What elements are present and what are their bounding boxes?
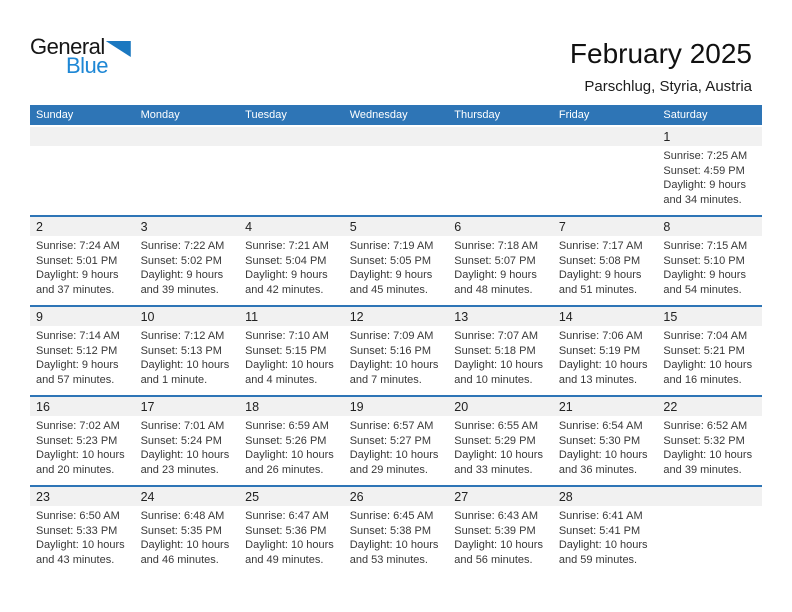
day-number-7: 7: [558, 219, 566, 234]
day-info-line: Daylight: 9 hours: [454, 269, 537, 281]
day-number-17: 17: [140, 399, 155, 414]
day-cell-10: [135, 326, 240, 387]
week-row: [30, 305, 762, 395]
day-cell-19: [344, 416, 449, 477]
day-info-line: Sunrise: 7:04 AM: [663, 330, 748, 342]
day-info-line: Daylight: 10 hours: [245, 539, 334, 551]
day-info-line: Daylight: 10 hours: [36, 539, 125, 551]
day-info-line: Sunrise: 7:18 AM: [454, 240, 539, 252]
day-cells-row: [30, 236, 762, 297]
day-info-line: Sunset: 5:35 PM: [140, 524, 222, 537]
day-number-band: [30, 487, 762, 506]
day-info-line: Sunrise: 7:09 AM: [349, 330, 434, 342]
day-info-line: Sunset: 5:30 PM: [558, 434, 641, 447]
day-info-line: Sunrise: 6:41 AM: [558, 510, 643, 522]
day-info-line: Daylight: 10 hours: [349, 359, 439, 371]
day-info-line: and 56 minutes.: [454, 553, 533, 566]
day-info-line: Sunrise: 7:01 AM: [140, 420, 225, 432]
day-info-line: and 42 minutes.: [245, 283, 324, 296]
week-row: [30, 215, 762, 305]
day-info-line: Daylight: 10 hours: [558, 359, 648, 371]
day-number-5: 5: [349, 219, 357, 234]
day-cell-13: [448, 326, 553, 387]
day-info-line: and 4 minutes.: [245, 373, 318, 386]
day-info-line: Sunset: 4:59 PM: [663, 164, 745, 177]
day-info-line: Sunrise: 7:25 AM: [663, 150, 748, 162]
day-info-line: Sunset: 5:16 PM: [349, 344, 432, 357]
day-cell-empty: [448, 146, 553, 207]
day-cell-12: [344, 326, 449, 387]
day-info-line: Sunrise: 7:17 AM: [558, 240, 643, 252]
day-cell-11: [239, 326, 344, 387]
day-cell-26: [344, 506, 449, 567]
day-cell-empty: [344, 146, 449, 207]
day-info-line: Sunset: 5:23 PM: [36, 434, 118, 447]
day-cell-7: [553, 236, 658, 297]
title-block: [570, 38, 752, 95]
day-info-line: and 59 minutes.: [558, 553, 638, 566]
day-info-line: and 49 minutes.: [245, 553, 324, 566]
day-info-line: Daylight: 10 hours: [349, 449, 439, 461]
day-number-2: 2: [36, 219, 43, 234]
day-cells-row: [30, 506, 762, 567]
day-cell-25: [239, 506, 344, 567]
day-number-1: 1: [663, 129, 671, 144]
day-info-line: Daylight: 9 hours: [663, 179, 746, 191]
page-subtitle: Parschlug, Styria, Austria: [584, 78, 752, 95]
day-info-line: Daylight: 9 hours: [349, 269, 433, 281]
day-cell-24: [135, 506, 240, 567]
day-info-line: Daylight: 10 hours: [140, 539, 230, 551]
calendar-weeks: [30, 125, 762, 575]
day-info-line: Daylight: 9 hours: [558, 269, 642, 281]
day-cell-2: [30, 236, 135, 297]
weekday-header-tuesday: Tuesday: [245, 109, 287, 121]
day-info-line: Sunset: 5:36 PM: [245, 524, 327, 537]
day-cell-6: [448, 236, 553, 297]
day-number-16: 16: [36, 399, 50, 414]
day-info-line: Daylight: 9 hours: [36, 359, 119, 371]
day-number-23: 23: [36, 489, 50, 504]
day-number-25: 25: [245, 489, 260, 504]
day-info-line: and 36 minutes.: [558, 463, 638, 476]
day-cell-empty: [30, 146, 135, 207]
day-cell-15: [657, 326, 762, 387]
day-cell-5: [344, 236, 449, 297]
day-number-22: 22: [663, 399, 678, 414]
day-number-20: 20: [454, 399, 469, 414]
day-info-line: Sunset: 5:41 PM: [558, 524, 641, 537]
day-number-13: 13: [454, 309, 469, 324]
day-info-line: Daylight: 10 hours: [349, 539, 439, 551]
day-info-line: Daylight: 10 hours: [140, 359, 230, 371]
day-info-line: Daylight: 9 hours: [140, 269, 224, 281]
day-info-line: and 23 minutes.: [140, 463, 219, 476]
day-info-line: Sunset: 5:15 PM: [245, 344, 327, 357]
day-info-line: Sunrise: 6:45 AM: [349, 510, 434, 522]
day-info-line: Sunset: 5:02 PM: [140, 254, 222, 267]
day-info-line: Daylight: 10 hours: [558, 449, 648, 461]
day-info-line: Daylight: 9 hours: [663, 269, 746, 281]
weekday-header-saturday: Saturday: [663, 109, 708, 121]
day-info-line: Sunset: 5:10 PM: [663, 254, 745, 267]
day-info-line: Daylight: 10 hours: [454, 359, 543, 371]
weekday-header-monday: Monday: [140, 109, 180, 121]
day-info-line: Sunrise: 7:06 AM: [558, 330, 643, 342]
day-info-line: Sunrise: 6:54 AM: [558, 420, 643, 432]
day-number-24: 24: [140, 489, 155, 504]
day-info-line: Daylight: 10 hours: [245, 359, 334, 371]
day-info-line: and 33 minutes.: [454, 463, 533, 476]
day-info-line: Sunset: 5:24 PM: [140, 434, 222, 447]
day-number-3: 3: [140, 219, 148, 234]
day-number-9: 9: [36, 309, 43, 324]
day-info-line: and 10 minutes.: [454, 373, 533, 386]
day-number-band: [30, 307, 762, 326]
day-number-18: 18: [245, 399, 260, 414]
day-info-line: and 29 minutes.: [349, 463, 428, 476]
day-info-line: Sunrise: 7:24 AM: [36, 240, 120, 252]
day-info-line: Daylight: 9 hours: [36, 269, 119, 281]
day-info-line: Sunrise: 6:57 AM: [349, 420, 434, 432]
day-number-band: [30, 217, 762, 236]
day-info-line: Sunset: 5:32 PM: [663, 434, 745, 447]
day-cell-28: [553, 506, 658, 567]
weekday-header-friday: Friday: [558, 109, 590, 121]
day-cell-21: [553, 416, 658, 477]
day-info-line: Daylight: 10 hours: [245, 449, 334, 461]
day-cell-empty: [239, 146, 344, 207]
weekday-header-thursday: Thursday: [454, 109, 501, 121]
day-info-line: Sunrise: 6:48 AM: [140, 510, 225, 522]
day-cell-empty: [135, 146, 240, 207]
week-row: [30, 125, 762, 215]
day-number-8: 8: [663, 219, 671, 234]
day-info-line: Sunrise: 7:15 AM: [663, 240, 748, 252]
day-info-line: and 53 minutes.: [349, 553, 428, 566]
day-cell-empty: [553, 146, 658, 207]
day-info-line: Sunset: 5:19 PM: [558, 344, 641, 357]
day-info-line: Sunset: 5:27 PM: [349, 434, 432, 447]
day-info-line: and 1 minute.: [140, 373, 208, 386]
page-title: February 2025: [569, 38, 752, 69]
day-cell-23: [30, 506, 135, 567]
day-info-line: Daylight: 10 hours: [663, 449, 753, 461]
day-info-line: Sunset: 5:07 PM: [454, 254, 536, 267]
week-row: [30, 395, 762, 485]
day-cell-18: [239, 416, 344, 477]
day-number-28: 28: [558, 489, 573, 504]
day-info-line: Sunset: 5:18 PM: [454, 344, 536, 357]
calendar: [30, 105, 762, 575]
day-info-line: Daylight: 10 hours: [454, 449, 543, 461]
day-info-line: Sunset: 5:04 PM: [245, 254, 327, 267]
day-info-line: Sunrise: 7:02 AM: [36, 420, 120, 432]
logo-blue-text: Blue: [66, 53, 109, 78]
day-info-line: Daylight: 10 hours: [36, 449, 125, 461]
day-info-line: and 57 minutes.: [36, 373, 115, 386]
day-info-line: and 26 minutes.: [245, 463, 324, 476]
day-info-line: and 13 minutes.: [558, 373, 638, 386]
day-info-line: Sunrise: 6:43 AM: [454, 510, 539, 522]
day-cell-empty: [657, 506, 762, 567]
day-number-21: 21: [558, 399, 573, 414]
day-info-line: and 43 minutes.: [36, 553, 115, 566]
day-info-line: Sunrise: 6:47 AM: [245, 510, 329, 522]
day-info-line: Sunset: 5:26 PM: [245, 434, 327, 447]
day-cells-row: [30, 416, 762, 477]
day-info-line: Sunset: 5:38 PM: [349, 524, 432, 537]
day-number-band: [30, 127, 762, 146]
day-info-line: Sunset: 5:33 PM: [36, 524, 118, 537]
day-number-15: 15: [663, 309, 678, 324]
day-info-line: Sunset: 5:08 PM: [558, 254, 641, 267]
day-number-27: 27: [454, 489, 469, 504]
day-info-line: and 7 minutes.: [349, 373, 422, 386]
day-info-line: Sunset: 5:13 PM: [140, 344, 222, 357]
day-info-line: and 45 minutes.: [349, 283, 428, 296]
day-cell-17: [135, 416, 240, 477]
day-number-4: 4: [245, 219, 253, 234]
day-cell-16: [30, 416, 135, 477]
weekday-header-sunday: Sunday: [36, 109, 74, 121]
day-info-line: Sunrise: 7:12 AM: [140, 330, 225, 342]
day-info-line: Sunrise: 6:55 AM: [454, 420, 539, 432]
day-number-band: [30, 397, 762, 416]
day-cell-27: [448, 506, 553, 567]
day-number-6: 6: [454, 219, 462, 234]
day-info-line: and 51 minutes.: [558, 283, 638, 296]
day-info-line: Sunrise: 7:19 AM: [349, 240, 434, 252]
day-number-14: 14: [558, 309, 573, 324]
day-cell-8: [657, 236, 762, 297]
day-cells-row: [30, 146, 762, 207]
day-info-line: Daylight: 10 hours: [558, 539, 648, 551]
day-info-line: Daylight: 10 hours: [663, 359, 753, 371]
day-number-19: 19: [349, 399, 364, 414]
day-info-line: Sunset: 5:29 PM: [454, 434, 536, 447]
day-info-line: Sunrise: 7:22 AM: [140, 240, 225, 252]
day-info-line: Sunrise: 7:10 AM: [245, 330, 329, 342]
day-info-line: Sunset: 5:21 PM: [663, 344, 745, 357]
day-info-line: Sunrise: 6:50 AM: [36, 510, 120, 522]
day-info-line: Sunrise: 6:52 AM: [663, 420, 748, 432]
day-cell-14: [553, 326, 658, 387]
day-cell-4: [239, 236, 344, 297]
day-info-line: Sunrise: 7:07 AM: [454, 330, 539, 342]
day-number-10: 10: [140, 309, 155, 324]
day-info-line: and 39 minutes.: [140, 283, 219, 296]
day-info-line: and 16 minutes.: [663, 373, 742, 386]
weekday-header: [30, 105, 762, 125]
day-cell-20: [448, 416, 553, 477]
week-row: [30, 485, 762, 575]
day-info-line: Sunset: 5:12 PM: [36, 344, 118, 357]
day-info-line: Sunset: 5:39 PM: [454, 524, 536, 537]
day-info-line: Daylight: 10 hours: [140, 449, 230, 461]
day-info-line: and 54 minutes.: [663, 283, 742, 296]
day-cells-row: [30, 326, 762, 387]
day-info-line: Sunrise: 7:14 AM: [36, 330, 120, 342]
day-info-line: and 46 minutes.: [140, 553, 219, 566]
day-info-line: Sunset: 5:05 PM: [349, 254, 432, 267]
day-info-line: and 39 minutes.: [663, 463, 742, 476]
day-info-line: Sunset: 5:01 PM: [36, 254, 118, 267]
day-info-line: Daylight: 9 hours: [245, 269, 328, 281]
day-info-line: Sunrise: 6:59 AM: [245, 420, 329, 432]
general-blue-logo: [30, 36, 131, 77]
day-info-line: Daylight: 10 hours: [454, 539, 543, 551]
weekday-header-wednesday: Wednesday: [349, 109, 408, 121]
day-cell-9: [30, 326, 135, 387]
logo-general-text: General: [30, 34, 105, 59]
day-info-line: Sunrise: 7:21 AM: [245, 240, 329, 252]
day-number-11: 11: [245, 309, 259, 324]
day-cell-22: [657, 416, 762, 477]
day-cell-3: [135, 236, 240, 297]
day-cell-1: [657, 146, 762, 207]
day-number-26: 26: [349, 489, 364, 504]
day-number-12: 12: [349, 309, 364, 324]
day-info-line: and 20 minutes.: [36, 463, 115, 476]
day-info-line: and 37 minutes.: [36, 283, 115, 296]
day-info-line: and 48 minutes.: [454, 283, 533, 296]
day-info-line: and 34 minutes.: [663, 193, 742, 206]
